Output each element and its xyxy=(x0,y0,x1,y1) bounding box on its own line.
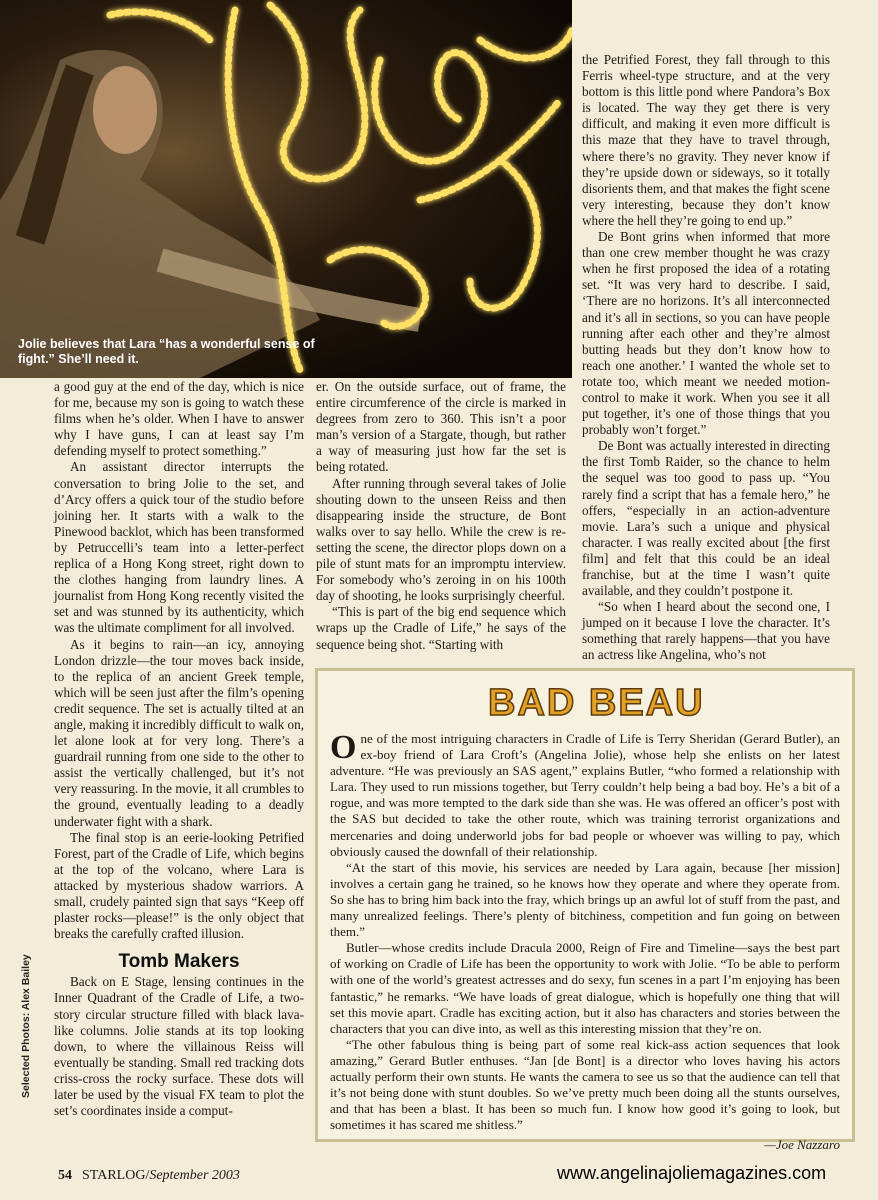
paragraph: The final stop is an eerie-looking Petrified Forest, part of the Cradle of Life, which begins at the top of the volcano, where Lara is attacked by mysterious shadow warriors. A small, crudely painted sign that says “Keep off plaster rocks—please!” is the only object that breaks the carefully crafted illusion. xyxy=(54,829,304,942)
paragraph: After running through several takes of Jolie shouting down to the unseen Reiss and then disappearing inside the structure, de Bont walks over to say hello. While the crew is re-setting the scene, the director plops down on a pile of stunt mats for an impromptu interview. For somebody who’s zeroing in on his 100th day of shooting, he looks surprisingly cheerful. xyxy=(316,475,566,604)
sidebar-paragraph: “The other fabulous thing is being part of some real kick-ass action sequences that look amazing,” Gerard Butler enthuses. “Jan [de Bont] is a director who loves having his actors actually perform their own stunts. He wants the camera to see us so that the audience can tell that it’s not being done with stunt doubles. So we’ve pretty much been doing all the stunts ourselves, and that has been a blast. It has been so much fun. I know how good it’s going to look, but sometimes it has scared me shitless.” xyxy=(330,1036,840,1133)
photo-caption: Jolie believes that Lara “has a wonderful sense of fight.” She’ll need it. xyxy=(18,337,315,366)
article-column-3 xyxy=(582,52,830,664)
author-signature: —Joe Nazzaro xyxy=(764,1137,840,1153)
magazine-name: STARLOG/ xyxy=(82,1168,150,1183)
sidebar-paragraph: One of the most intriguing characters in Cradle of Life is Terry Sheridan (Gerard Butler), an ex-boy friend of Lara Croft’s (Angelina Jolie), whose help she enlists on her latest adventure. “He was previously an SAS agent,” explains Butler, “who formed a relationship with Lara. They used to run missions together, but Terry couldn’t help being a bad boy. He’s a bit of a rogue, and was more tempted to the dark side than she was. He was offered an officer’s post with the SAS but decided to take the other route, which was training terrorist organizations and mercenaries and doing underworld jobs for bad people or whoever was willing to pay, which obviously caused the downfall of their relationship. xyxy=(330,729,840,859)
paragraph: An assistant director interrupts the conversation to bring Jolie to the set, and d’Arcy offers a quick tour of the studio before joining her. It starts with a walk to the Pinewood backlot, which has been transformed by Petruccelli’s team into a letter-perfect replica of a Hong Kong street, right down to the clothes hanging from laundry lines. A journalist from Hong Kong recently visited the set and was stunned by its authenticity, which was the ultimate compliment for all involved. xyxy=(54,459,304,636)
issue-date: September 2003 xyxy=(149,1168,240,1183)
sidebar-body xyxy=(330,731,840,1153)
paragraph: As it begins to rain—an icy, annoying London drizzle—the tour moves back inside, to the replica of an ancient Greek temple, which will be seen just after the film’s opening credit sequence. The set is actually tilted at an angle, making it incredibly difficult to walk on, let alone look at for very long. There’s a guardrail running from one side to the other to assist the vertically challenged, but it’s not very reassuring. In the movie, it all crumbles to the ground, eventually leading to a deadly underwater fight with a shark. xyxy=(54,636,304,829)
paragraph: “This is part of the big end sequence which wraps up the Cradle of Life,” he says of the sequence being shot. “Starting with xyxy=(316,604,566,652)
paragraph: Back on E Stage, lensing continues in the Inner Quadrant of the Cradle of Life, a two-story circular structure filled with black lava-like columns. Jolie stands at its top looking down, to where the villainous Reiss will eventually be standing. Small red tracking dots criss-cross the rocky surface. These dots will later be used by the visual FX team to plot the set’s coordinates inside a comput- xyxy=(54,974,304,1119)
drop-cap: O xyxy=(330,729,357,766)
lead-photo xyxy=(0,0,572,378)
paragraph: a good guy at the end of the day, which is nice for me, because my son is going to watch these films when he’s older. When I have to answer why I have guns, I can at least say I’m defending myself to protect something.” xyxy=(54,379,304,459)
sidebar-paragraph: Butler—whose credits include Dracula 2000, Reign of Fire and Timeline—says the best part of working on Cradle of Life has been the opportunity to work with Jolie. “To be able to perform with one of the world’s greatest actresses and do sexy, fun scenes in a part I’m enjoying has been fantastic,” he remarks. “We have loads of great dialogue, which is hopefully one thing that will set this movie apart. Cradle has exciting action, but it also has characters and stories between the characters that you can dive into, as well as this interesting mission that they’re on. xyxy=(330,940,840,1036)
article-column-2 xyxy=(316,379,566,653)
paragraph: er. On the outside surface, out of frame, the entire circumference of the circle is marked in degrees from zero to 360. This isn’t a poor man’s version of a Stargate, though, but rather a way of measuring just how far the set is being rotated. xyxy=(316,379,566,475)
page-footer xyxy=(58,1168,240,1184)
sidebar-box xyxy=(315,668,855,1153)
sidebar-title: BAD BEAU xyxy=(488,682,705,724)
page-number: 54 xyxy=(58,1168,72,1183)
paragraph: De Bont was actually interested in directing the first Tomb Raider, so the chance to helm the sequel was too good to pass up. “You rarely find a script that has a female hero,” he offers, “especially in an action-adventure movie. Lara’s such a unique and physical character. I was really excited about [the first film] and felt that this could be an ideal franchise, but at the time I wasn’t quite available, and they couldn’t postpone it. xyxy=(582,438,830,599)
paragraph: De Bont grins when informed that more than one crew member thought he was crazy when he first proposed the idea of a rotating set. “It was very hard to describe. I said, ‘There are no horizons. It’s all interconnected and it’s all in sections, so you can have people running after each other and they’re almost butting heads but they don’t know how to reach one another.’ I wanted the whole set to rotate too, which meant we needed motion-control to make it work. When you see it all put together, it’s one of those things that you probably won’t forget.” xyxy=(582,229,830,438)
website-watermark[interactable]: www.angelinajoliemagazines.com xyxy=(557,1163,827,1183)
photo-credit: Selected Photos: Alex Bailey xyxy=(20,954,32,1098)
paragraph: the Petrified Forest, they fall through to this Ferris wheel-type structure, and at the very bottom is this little pond where Pandora’s Box is located. The way they get there is very difficult, and making it even more difficult is this maze that they have to travel through, where there’s no gravity. They never know if they’re upside down or sideways, so it totally disorients them, and that makes the fight scene very interesting, because they don’t know where the hell they’re going to end up.” xyxy=(582,52,830,228)
section-subhead: Tomb Makers xyxy=(118,951,240,973)
neon-lights-graphic xyxy=(0,0,572,378)
paragraph: “So when I heard about the second one, I jumped on it because I love the character. It’s something that rarely happens—that you have an actress like Angelina, who’s not xyxy=(582,599,830,663)
article-column-1 xyxy=(54,379,304,1119)
sidebar-paragraph: “At the start of this movie, his services are needed by Lara again, because [her mission] involves a certain gang he trained, so he knows how they operate and where they operate from. So she has to bring him back into the fray, which brings up an awful lot of stuff from the past, and many unrealized feelings. There’s plenty of bitchiness, competition and fun going on between them.” xyxy=(330,859,840,940)
